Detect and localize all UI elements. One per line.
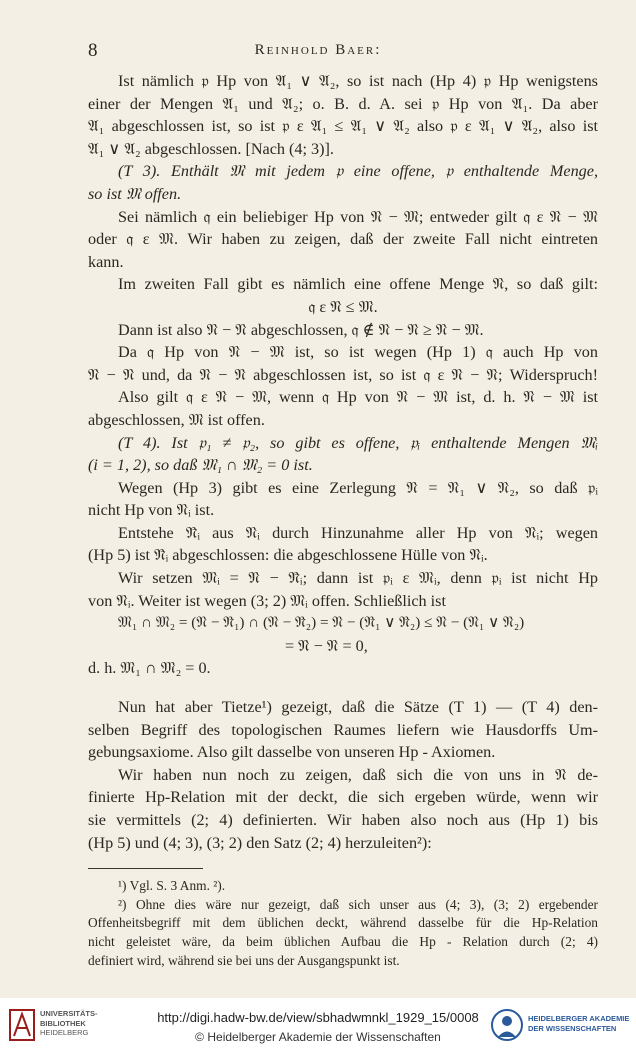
- footnote-rule: [88, 868, 203, 869]
- academy-logo-icon: [490, 1006, 524, 1044]
- page-url-link[interactable]: http://digi.hadw-bw.de/view/sbhadwmnkl_1929_15/0008: [157, 1010, 479, 1025]
- text-line: kann.: [88, 252, 124, 271]
- footnote: ²) Ohne dies wäre nur gezeigt, daß sich unser aus (4; 3), (3; 2) ergebender: [118, 896, 598, 912]
- text-line: Wir haben nun noch zu zeigen, daß sich die von uns in 𝔑 de-: [118, 765, 598, 784]
- text-line: Ist nämlich 𝔭 Hp von 𝔄₁ ∨ 𝔄₂, so ist nach (Hp 4) 𝔭 Hp wenigstens: [118, 72, 598, 90]
- text-line: (Hp 5) und (4; 3), (3; 2) den Satz (2; 4) herzuleiten²):: [88, 833, 432, 852]
- text-line: einer der Mengen 𝔄₁ und 𝔄₂; o. B. d. A. sei 𝔭 Hp von 𝔄₁. Da aber: [88, 94, 598, 113]
- text-line: Also gilt 𝔮 ε 𝔑 − 𝔐, wenn 𝔮 Hp von 𝔑 − 𝔐 ist, d. h. 𝔑 − 𝔐 ist: [118, 388, 598, 407]
- theorem-line: (T 4). Ist 𝔭₁ ≠ 𝔭₂, so gibt es offene, 𝔭ᵢ enthaltende Mengen 𝔐ᵢ: [118, 433, 598, 452]
- text-line: Dann ist also 𝔑 − 𝔑 abgeschlossen, 𝔮 ∉ 𝔑 − 𝔑 ≥ 𝔑 − 𝔐.: [118, 320, 484, 339]
- viewer-footer: [0, 998, 636, 1051]
- text-line: 𝔄₁ abgeschlossen ist, so ist 𝔭 ε 𝔄₁ ≤ 𝔄₁ ∨ 𝔄₂ also 𝔭 ε 𝔄₁ ∨ 𝔄₂, also ist: [88, 117, 598, 136]
- text-line: gebungsaxiome. Also gilt dasselbe von unseren Hp - Axiomen.: [88, 743, 496, 762]
- text-line: selben Begriff des topologischen Raumes liefern wie Hausdorffs Um-: [88, 720, 598, 739]
- theorem-line: (i = 1, 2), so daß 𝔐₁ ∩ 𝔐₂ = 0 ist.: [88, 456, 313, 475]
- text-line: oder 𝔮 ε 𝔐. Wir haben zu zeigen, daß der zweite Fall nicht eintreten: [88, 230, 598, 249]
- text-line: Wegen (Hp 3) gibt es eine Zerlegung 𝔑 = 𝔑₁ ∨ 𝔑₂, so daß 𝔭ᵢ: [118, 478, 598, 497]
- text-line: abgeschlossen, 𝔐 ist offen.: [88, 410, 265, 429]
- formula-line: 𝔐₁ ∩ 𝔐₂ = (𝔑 − 𝔑̄₁) ∩ (𝔑 − 𝔑̄₂) = 𝔑 − (𝔑̄₁ ∨ 𝔑̄₂) ≤ 𝔑 − (𝔑₁ ∨ 𝔑₂): [118, 614, 525, 632]
- text-line: d. h. 𝔐₁ ∩ 𝔐₂ = 0.: [88, 659, 211, 678]
- page-header: [0, 40, 636, 64]
- footnote: ¹) Vgl. S. 3 Anm. ²).: [118, 878, 226, 894]
- text-line: von 𝔑ᵢ. Weiter ist wegen (3; 2) 𝔐ᵢ offen. Schließlich ist: [88, 591, 446, 610]
- formula-line: 𝔮 ε 𝔑 ≤ 𝔐.: [308, 297, 378, 316]
- text-line: Nun hat aber Tietze¹) gezeigt, daß die Sätze (T 1) — (T 4) den-: [118, 698, 598, 717]
- running-head: Reinhold Baer:: [254, 42, 382, 58]
- formula-line: = 𝔑 − 𝔑 = 0,: [285, 636, 368, 655]
- text-line: 𝔑 − 𝔑 und, da 𝔑 − 𝔑 abgeschlossen ist, so ist 𝔮 ε 𝔑 − 𝔑; Widerspruch!: [88, 365, 598, 384]
- text-line: Wir setzen 𝔐ᵢ = 𝔑 − 𝔑̄ᵢ; dann ist 𝔭ᵢ ε 𝔐ᵢ, denn 𝔭ᵢ ist nicht Hp: [118, 569, 598, 588]
- copyright-notice: © Heidelberger Akademie der Wissenschaften: [195, 1030, 441, 1044]
- text-line: nicht Hp von 𝔑ᵢ ist.: [88, 501, 215, 520]
- text-line: Entstehe 𝔑̄ᵢ aus 𝔑ᵢ durch Hinzunahme aller Hp von 𝔑ᵢ; wegen: [118, 523, 598, 542]
- text-line: (Hp 5) ist 𝔑̄ᵢ abgeschlossen: die abgeschlossene Hülle von 𝔑ᵢ.: [88, 546, 488, 565]
- text-line: Da 𝔮 Hp von 𝔑 − 𝔐 ist, so ist wegen (Hp 1) 𝔮 auch Hp von: [118, 343, 598, 362]
- footnote: Offenheitsbegriff mit dem üblichen deckt, während dasselbe für die Hp-Relation: [88, 915, 598, 931]
- theorem-line: (T 3). Enthält 𝔐 mit jedem 𝔭 eine offene, 𝔭 enthaltende Menge,: [118, 162, 598, 181]
- library-name: UNIVERSITÄTS-BIBLIOTHEK HEIDELBERG: [40, 1009, 98, 1037]
- academy-name: HEIDELBERGER AKADEMIE DER WISSENSCHAFTEN: [528, 1014, 630, 1033]
- page-number: 8: [88, 40, 98, 61]
- body-text: [88, 70, 598, 970]
- text-line: sie vermittels (2; 4) definierten. Wir haben also noch aus (Hp 1) bis: [88, 811, 598, 829]
- text-line: Im zweiten Fall gibt es nämlich eine offene Menge 𝔑, so daß gilt:: [118, 275, 598, 294]
- text-line: finierte Hp-Relation mit der deckt, die sich ergeben würde, wenn wir: [88, 788, 598, 807]
- text-line: 𝔄₁ ∨ 𝔄₂ abgeschlossen. [Nach (4; 3)].: [88, 139, 334, 158]
- text-line: Sei nämlich 𝔮 ein beliebiger Hp von 𝔑 − 𝔐; entweder gilt 𝔮 ε 𝔑 − 𝔐: [118, 207, 598, 226]
- theorem-line: so ist 𝔐 offen.: [88, 184, 182, 203]
- footnote: definiert wird, während sie bei uns der Ausgangspunkt ist.: [88, 952, 400, 968]
- footnote: nicht geleistet wäre, da beim üblichen Aufbau die Hp - Relation durch (2; 4): [88, 933, 598, 949]
